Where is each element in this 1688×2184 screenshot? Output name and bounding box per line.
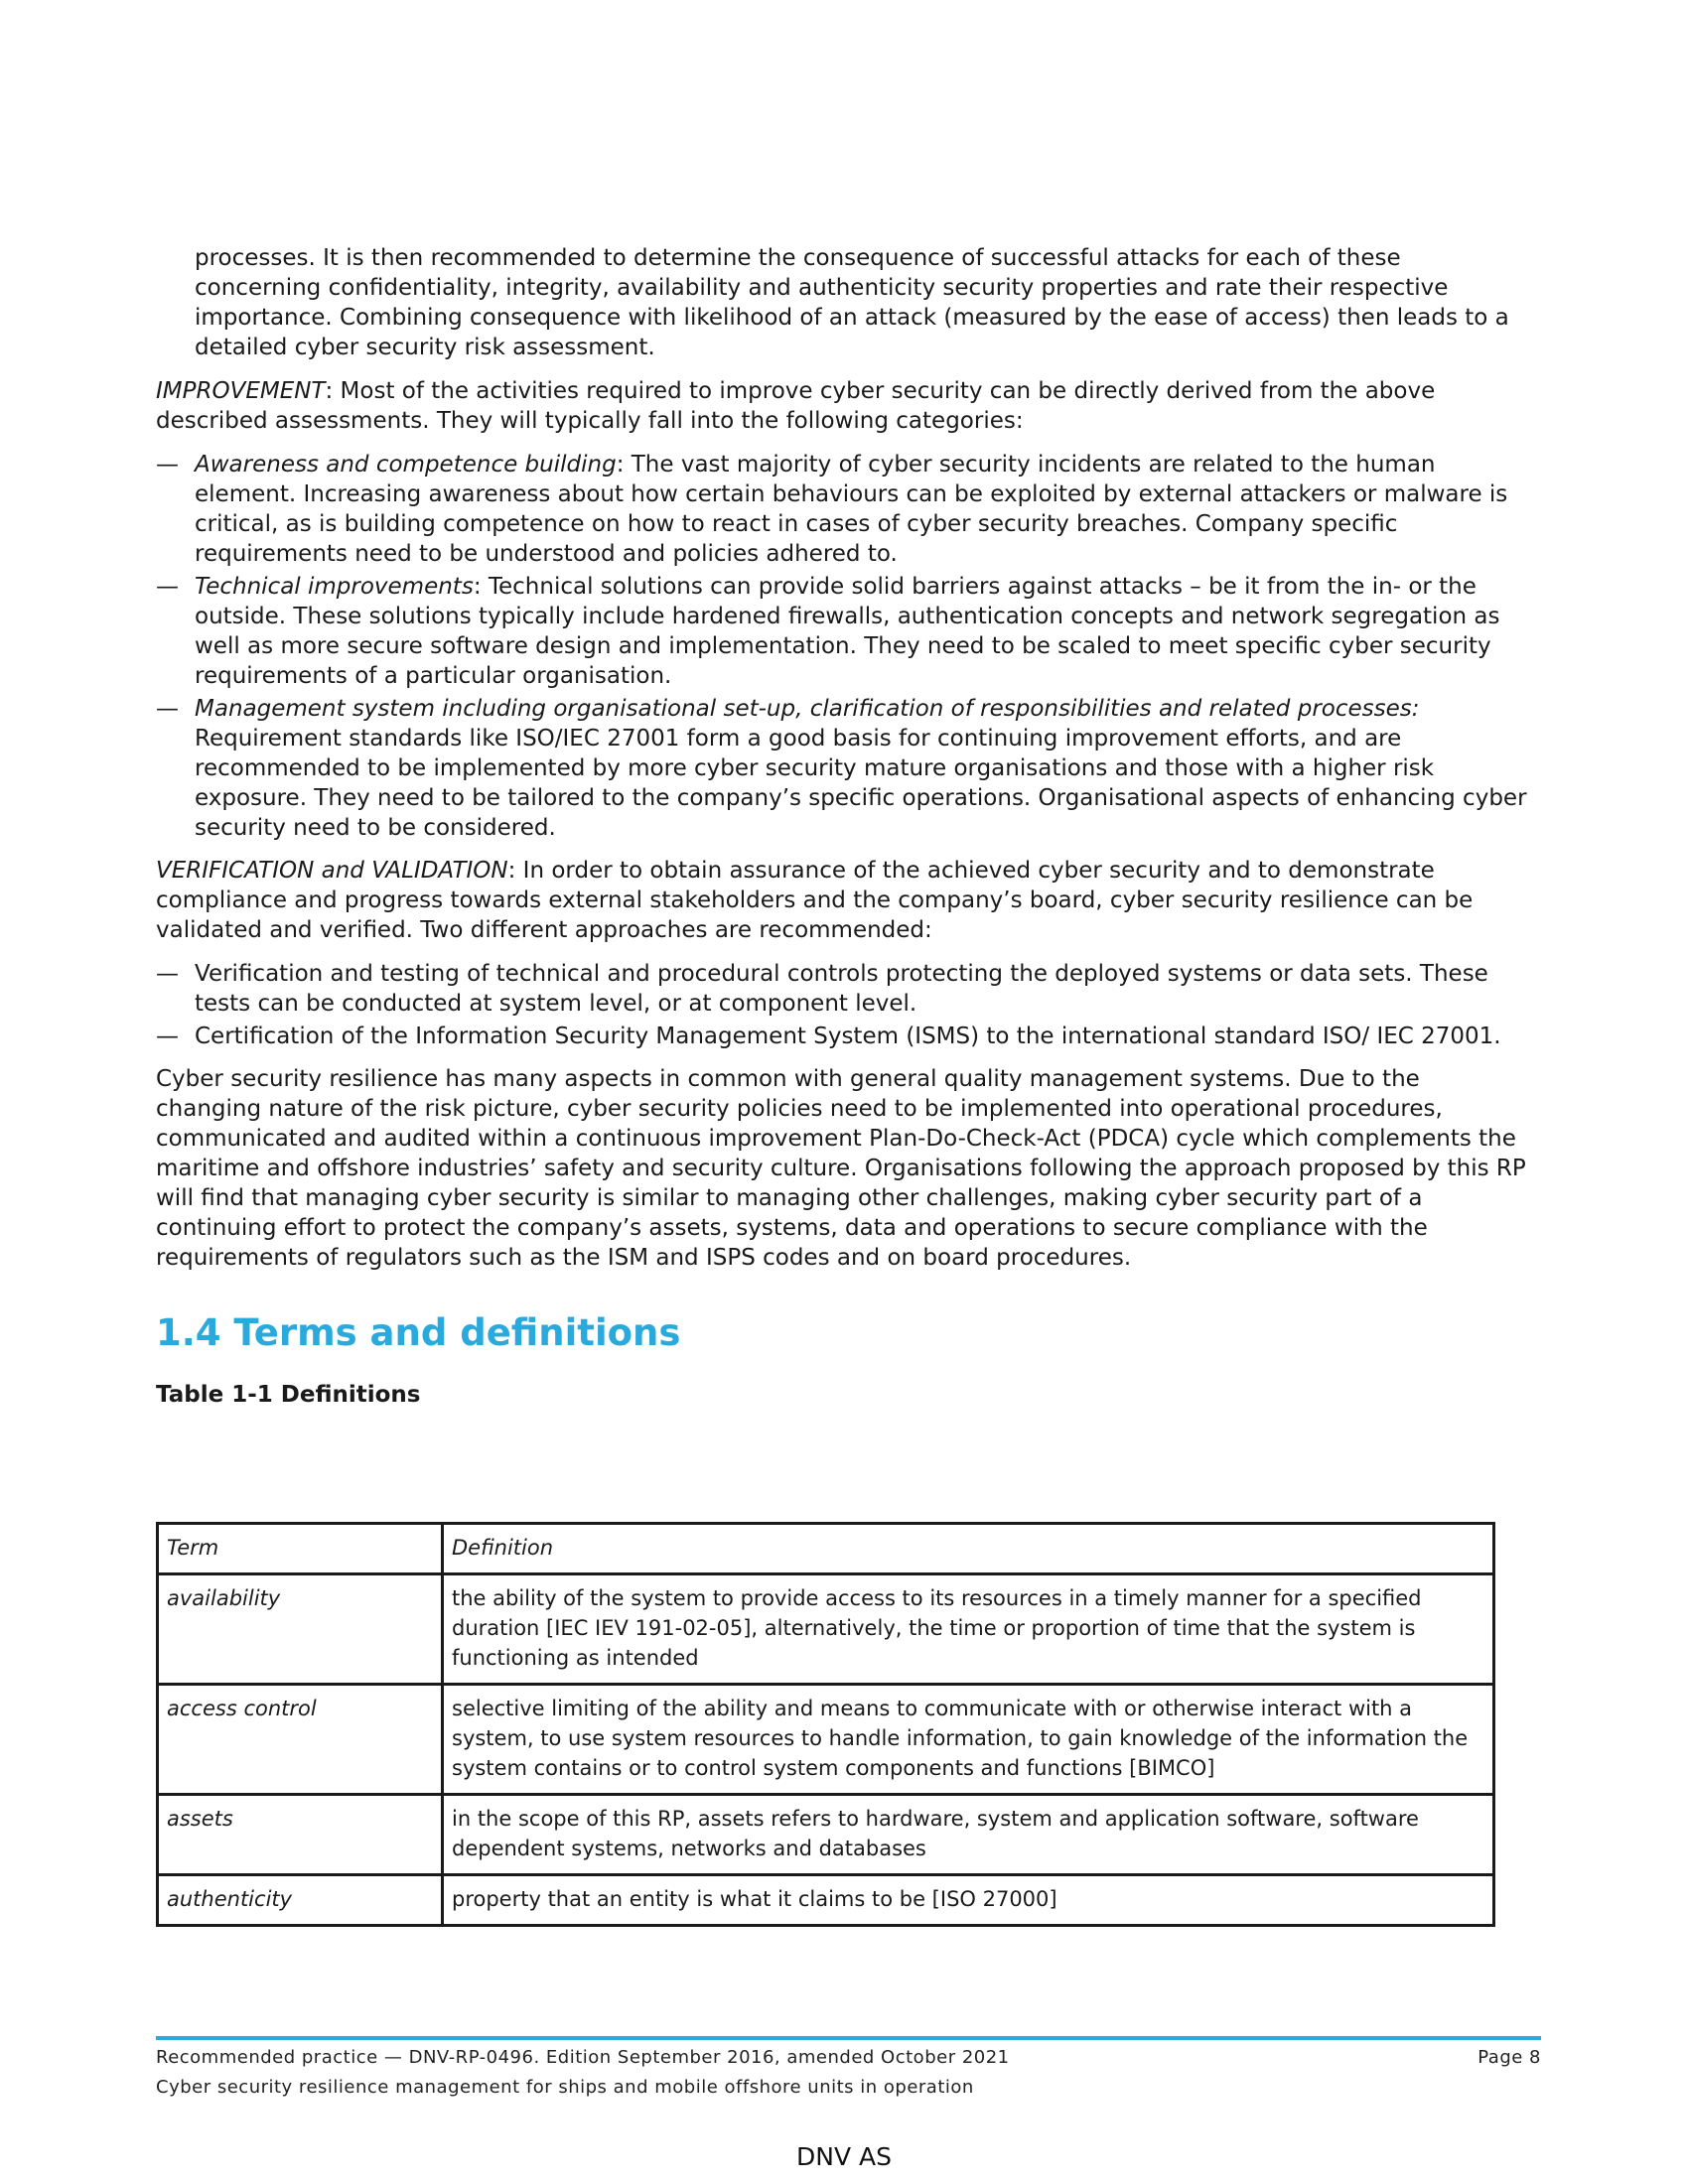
term-cell: availability bbox=[158, 1574, 443, 1685]
publisher-name: DNV AS bbox=[796, 2142, 892, 2171]
improvement-text: : Most of the activities required to improve cyber security can be directly derived from the above described assessments. They will typically fall into the following categories: bbox=[156, 378, 1436, 434]
list-item-text: Certification of the Information Security Management System (ISMS) to the international standard ISO/ IEC 27001. bbox=[195, 1024, 1501, 1049]
list-item-text: : The vast majority of cyber security incidents are related to the human element. Increasing awareness about how certain behaviours can be exploited by external attackers or malware is critical, as is building competence on how to react in cases of cyber security breaches. Company specific requirements need to be understood and policies adhered to. bbox=[195, 452, 1508, 567]
term-cell: assets bbox=[158, 1795, 443, 1875]
list-item bbox=[156, 572, 1529, 691]
list-item bbox=[156, 694, 1529, 843]
list-item-text: : Technical solutions can provide solid barriers against attacks – be it from the in- or the outside. These solutions typically include hardened firewalls, authentication concepts and network segregation as well as more secure software design and implementation. They need to be scaled to meet specific cyber security requirements of a particular organisation. bbox=[195, 574, 1500, 689]
list-item bbox=[156, 959, 1529, 1019]
list-item-text: Requirement standards like ISO/IEC 27001 form a good basis for continuing improvement efforts, and are recommended to be implemented by more cyber security mature organisations and those with a higher risk exposure. They need to be tailored to the company’s specific operations. Organisational aspects of enhancing cyber security need to be considered. bbox=[195, 726, 1527, 841]
dash-bullet: — bbox=[156, 574, 179, 600]
list-item-title: Management system including organisational set-up, clarification of responsibilities and related processes: bbox=[195, 696, 1420, 722]
footer-document-id: Recommended practice — DNV-RP-0496. Edition September 2016, amended October 2021 bbox=[156, 2047, 1010, 2068]
list-item-title: Technical improvements bbox=[195, 574, 474, 600]
footer-page-number: Page 8 bbox=[1477, 2047, 1541, 2068]
list-item bbox=[156, 1022, 1529, 1051]
verification-paragraph bbox=[156, 856, 1529, 945]
list-item-text: Verification and testing of technical and procedural controls protecting the deployed systems or data sets. These tests can be conducted at system level, or at component level. bbox=[195, 961, 1488, 1017]
definition-cell: selective limiting of the ability and means to communicate with or otherwise interact with a system, to use system resources to handle information, to gain knowledge of the information the system contains or to control system components and functions [BIMCO] bbox=[443, 1685, 1494, 1795]
header-definition: Definition bbox=[443, 1524, 1494, 1574]
intro-continuation: processes. It is then recommended to determine the consequence of successful attacks for each of these concerning confidentiality, integrity, availability and authenticity security properties and rate their respective importance. Combining consequence with likelihood of an attack (measured by the ease of access) then leads to a detailed cyber security risk assessment. bbox=[195, 245, 1509, 360]
main-content bbox=[156, 243, 1529, 1410]
table-row bbox=[158, 1685, 1494, 1795]
list-item bbox=[156, 450, 1529, 569]
closing-paragraph: Cyber security resilience has many aspects in common with general quality management systems. Due to the changing nature of the risk picture, cyber security policies need to be implemented into operational procedures, communicated and audited within a continuous improvement Plan-Do-Check-Act (PDCA) cycle which complements the maritime and offshore industries’ safety and security culture. Organisations following the approach proposed by this RP will find that managing cyber security is similar to managing other challenges, making cyber security part of a continuing effort to protect the company’s assets, systems, data and operations to secure compliance with the requirements of regulators such as the ISM and ISPS codes and on board procedures. bbox=[156, 1066, 1526, 1271]
table-row bbox=[158, 1795, 1494, 1875]
list-item-title: Awareness and competence building bbox=[195, 452, 617, 478]
section-heading: 1.4 Terms and definitions bbox=[156, 1311, 681, 1354]
table-caption: Table 1-1 Definitions bbox=[156, 1382, 421, 1408]
dash-bullet: — bbox=[156, 1024, 179, 1049]
table-header-row bbox=[158, 1524, 1494, 1574]
improvement-label: IMPROVEMENT bbox=[156, 378, 326, 404]
verification-text: : In order to obtain assurance of the achieved cyber security and to demonstrate compliance and progress towards external stakeholders and the company’s board, cyber security resilience can be validated and verified. Two different approaches are recommended: bbox=[156, 858, 1474, 943]
footer-document-title: Cyber security resilience management for ships and mobile offshore units in operation bbox=[156, 2077, 974, 2098]
footer-rule bbox=[156, 2036, 1541, 2040]
definition-cell: in the scope of this RP, assets refers to hardware, system and application software, software dependent systems, networks and databases bbox=[443, 1795, 1494, 1875]
improvement-paragraph bbox=[156, 376, 1529, 436]
dash-bullet: — bbox=[156, 452, 179, 478]
table-row bbox=[158, 1875, 1494, 1926]
table-row bbox=[158, 1574, 1494, 1685]
term-cell: authenticity bbox=[158, 1875, 443, 1926]
definition-cell: the ability of the system to provide access to its resources in a timely manner for a specified duration [IEC IEV 191-02-05], alternatively, the time or proportion of time that the system is functioning as intended bbox=[443, 1574, 1494, 1685]
term-cell: access control bbox=[158, 1685, 443, 1795]
dash-bullet: — bbox=[156, 696, 179, 722]
improvement-list bbox=[156, 450, 1529, 843]
verification-list bbox=[156, 959, 1529, 1051]
definition-cell: property that an entity is what it claims to be [ISO 27000] bbox=[443, 1875, 1494, 1926]
header-term: Term bbox=[158, 1524, 443, 1574]
verification-label: VERIFICATION and VALIDATION bbox=[156, 858, 508, 884]
definitions-table bbox=[156, 1522, 1495, 1927]
dash-bullet: — bbox=[156, 961, 179, 987]
